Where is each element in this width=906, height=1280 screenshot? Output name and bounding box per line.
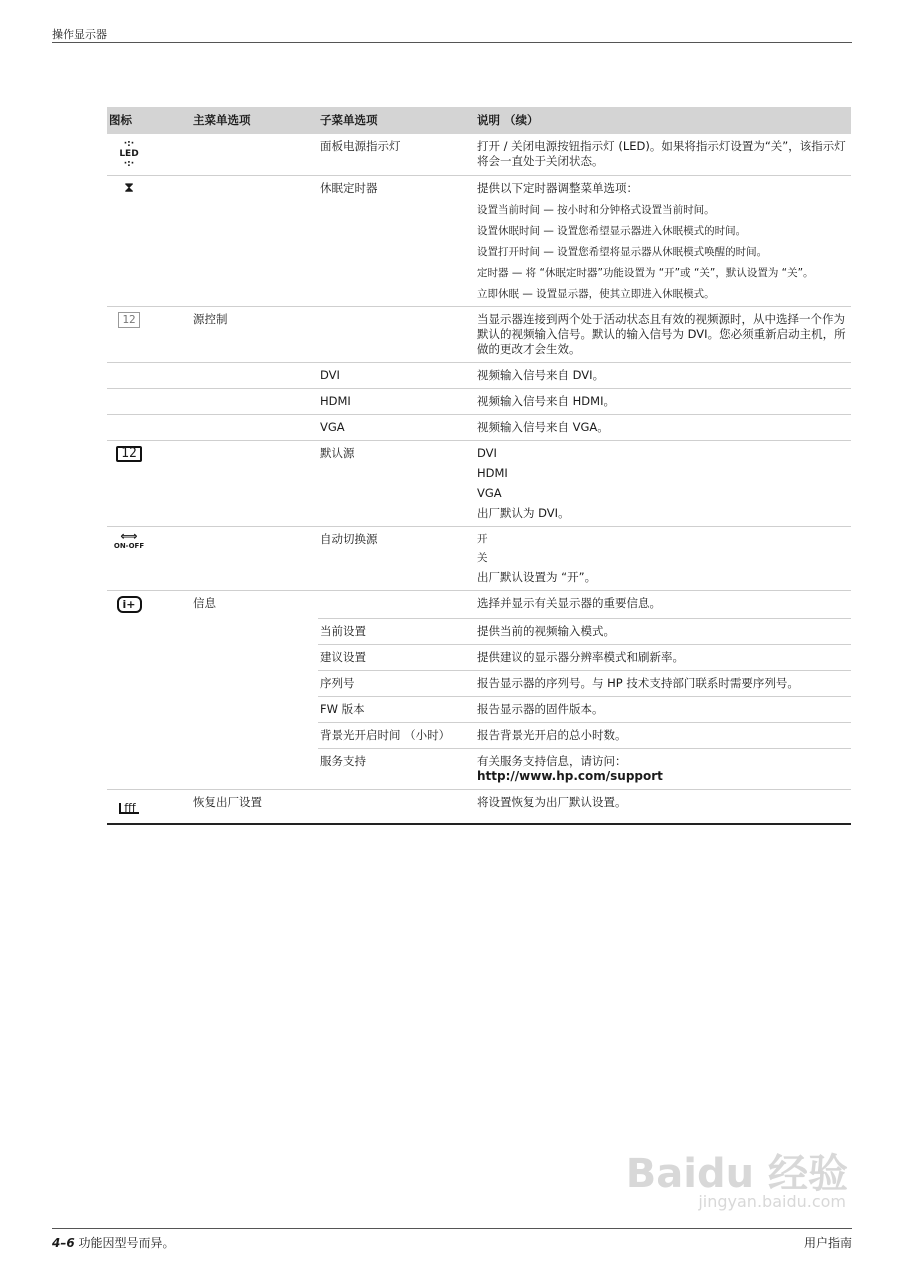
description-cell: 选择并显示有关显示器的重要信息。: [475, 591, 851, 619]
submenu-cell: 背景光开启时间 （小时）: [318, 722, 475, 748]
submenu-cell: 建议设置: [318, 644, 475, 670]
led-icon: ·:· LED ·:·: [119, 139, 139, 169]
table-row: [107, 176, 851, 307]
header-main-menu: 主菜单选项: [191, 107, 318, 134]
description-cell: 报告背景光开启的总小时数。: [475, 722, 851, 748]
description-cell: 提供建议的显示器分辨率模式和刷新率。: [475, 644, 851, 670]
running-header: 操作显示器: [52, 28, 107, 41]
table-row: [107, 527, 851, 591]
table-row: [107, 696, 851, 722]
option-line: 关: [477, 552, 488, 564]
description-cell: 报告显示器的固件版本。: [475, 696, 851, 722]
submenu-cell: 休眠定时器: [318, 176, 475, 307]
header-icon: 图标: [107, 107, 191, 134]
footer-left: [52, 1234, 175, 1251]
description-cell: 打开 / 关闭电源按钮指示灯 (LED)。如果将指示灯设置为“关”，该指示灯将会一直处于关闭状态。: [475, 134, 851, 176]
table-row: [107, 618, 851, 644]
auto-switch-icon: ⟺ ON-OFF: [113, 529, 145, 550]
default-source-icon: 12: [116, 446, 142, 462]
table-row: [107, 389, 851, 415]
header-submenu: 子菜单选项: [318, 107, 475, 134]
sleep-option: 设置打开时间 — 设置您希望将显示器从休眠模式唤醒的时间。: [477, 246, 768, 258]
description-cell: [475, 441, 851, 527]
sleep-option: 定时器 — 将 “休眠定时器”功能设置为 “开”或 “关”，默认设置为 “关”。: [477, 267, 814, 279]
description-cell: 当显示器连接到两个处于活动状态且有效的视频源时，从中选择一个作为默认的视频输入信号。默认的输入信号为 DVI。您必须重新启动主机，所做的更改才会生效。: [475, 307, 851, 363]
table-row: [107, 591, 851, 619]
factory-reset-icon: ƒƒƒ: [119, 803, 139, 814]
table-row: [107, 644, 851, 670]
submenu-cell: VGA: [318, 415, 475, 441]
description-cell: 视频输入信号来自 DVI。: [475, 363, 851, 389]
table-row: [107, 789, 851, 824]
table-row: [107, 134, 851, 176]
description-cell: [475, 176, 851, 307]
option-line: 出厂默认设置为 “开”。: [477, 570, 597, 584]
table-row: [107, 307, 851, 363]
table-row: [107, 441, 851, 527]
main-menu-cell: 信息: [193, 596, 216, 610]
submenu-cell: 序列号: [318, 670, 475, 696]
source-control-icon: 12: [118, 312, 139, 328]
option-line: 开: [477, 533, 488, 545]
description-cell: [475, 748, 851, 789]
table-row: [107, 670, 851, 696]
submenu-cell: 服务支持: [318, 748, 475, 789]
header-description: 说明 （续）: [475, 107, 851, 134]
description-cell: 提供当前的视频输入模式。: [475, 618, 851, 644]
watermark-logo: Baidu 经验: [625, 1151, 848, 1197]
table-row: [107, 363, 851, 389]
description-cell: 报告显示器的序列号。与 HP 技术支持部门联系时需要序列号。: [475, 670, 851, 696]
service-text: 有关服务支持信息，请访问：: [477, 753, 627, 768]
description-cell: 将设置恢复为出厂默认设置。: [475, 789, 851, 824]
header-rule: [52, 42, 852, 43]
table-header-row: [107, 107, 851, 134]
sleep-intro: 提供以下定时器调整菜单选项：: [477, 181, 638, 195]
submenu-cell: 当前设置: [318, 618, 475, 644]
table-row: [107, 722, 851, 748]
submenu-cell: DVI: [318, 363, 475, 389]
table-row: [107, 415, 851, 441]
sleep-option: 立即休眠 — 设置显示器，使其立即进入休眠模式。: [477, 288, 715, 300]
option-line: HDMI: [477, 466, 508, 480]
footer-rule: [52, 1228, 852, 1229]
table-row: [107, 748, 851, 789]
hourglass-icon: ⧗: [124, 180, 134, 196]
main-menu-cell: 恢复出厂设置: [191, 789, 318, 824]
footer-note: 功能因型号而异。: [78, 1236, 175, 1250]
footer-right: 用户指南: [803, 1236, 852, 1250]
main-menu-cell: 源控制: [191, 307, 318, 363]
option-line: 出厂默认为 DVI。: [477, 506, 570, 520]
information-icon: i+: [117, 596, 142, 613]
watermark-url: jingyan.baidu.com: [698, 1192, 846, 1211]
page-number: 4–6: [52, 1236, 75, 1250]
submenu-cell: HDMI: [318, 389, 475, 415]
support-link[interactable]: http://www.hp.com/support: [477, 768, 663, 783]
sleep-option: 设置休眠时间 — 设置您希望显示器进入休眠模式的时间。: [477, 225, 747, 237]
sleep-option: 设置当前时间 — 按小时和分钟格式设置当前时间。: [477, 204, 715, 216]
submenu-cell: 自动切换源: [318, 527, 475, 591]
description-cell: 视频输入信号来自 HDMI。: [475, 389, 851, 415]
option-line: VGA: [477, 486, 502, 500]
description-cell: [475, 527, 851, 591]
submenu-cell: FW 版本: [318, 696, 475, 722]
menu-table: [107, 107, 851, 825]
description-cell: 视频输入信号来自 VGA。: [475, 415, 851, 441]
submenu-cell: 面板电源指示灯: [318, 134, 475, 176]
option-line: DVI: [477, 446, 497, 460]
submenu-cell: 默认源: [318, 441, 475, 527]
